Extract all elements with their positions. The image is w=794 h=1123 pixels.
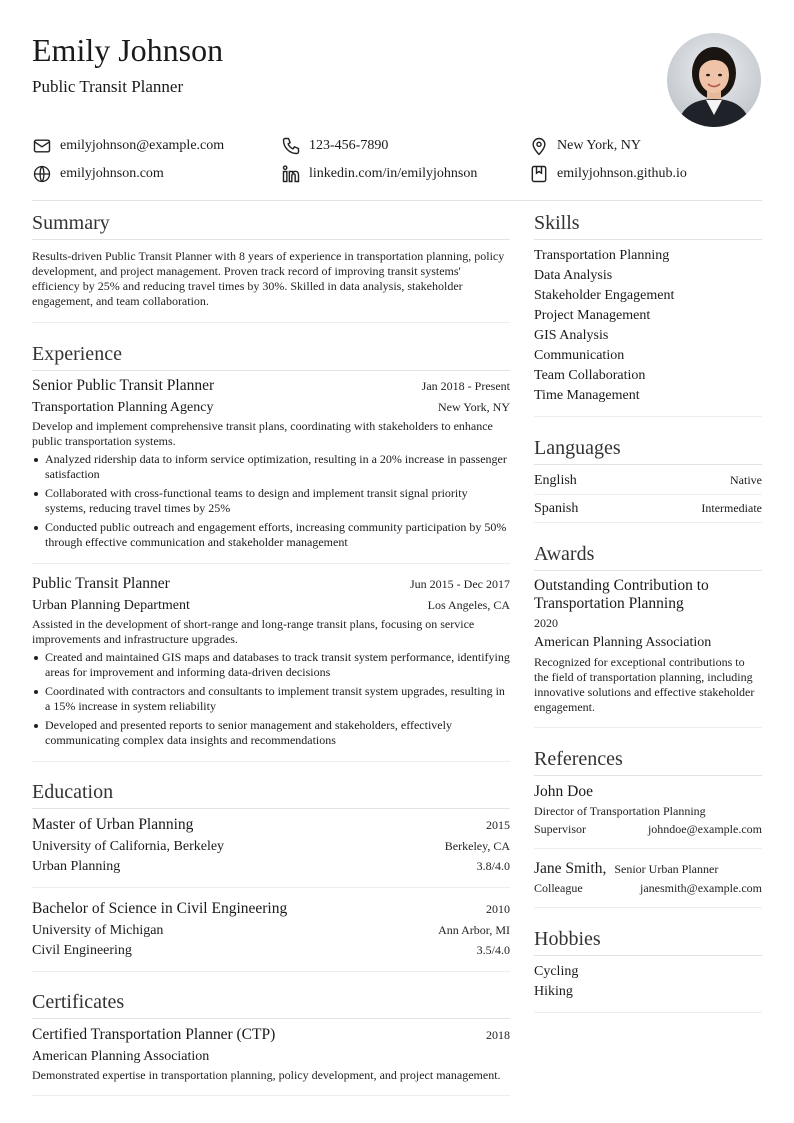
award-desc: Recognized for exceptional contributions to the field of transportation planning, including innovative solutions and effective stakeholder engagement. [534, 655, 755, 714]
certificate-org: American Planning Association [32, 1049, 210, 1064]
header-divider [32, 200, 762, 201]
language-row [534, 495, 762, 523]
edu-year: 2015 [486, 818, 510, 832]
award-title: Outstanding Contribution to Transportation Planning [534, 577, 709, 612]
certificates-heading: Certificates [32, 985, 510, 1019]
bookmark-icon [529, 164, 549, 184]
section-separator [534, 416, 762, 417]
list-item: Cycling [534, 964, 579, 979]
job-location: Los Angeles, CA [427, 598, 510, 612]
awards-section [534, 537, 762, 728]
languages-section [534, 431, 762, 523]
section-separator [32, 322, 510, 323]
job-dates: Jan 2018 - Present [421, 379, 510, 393]
mail-icon [32, 136, 52, 156]
language-name: Spanish [534, 500, 579, 516]
award-year: 2020 [534, 616, 558, 630]
education-heading: Education [32, 775, 510, 809]
list-item: GIS Analysis [534, 328, 609, 343]
linkedin-text[interactable]: linkedin.com/in/emilyjohnson [309, 166, 478, 181]
awards-heading: Awards [534, 537, 762, 571]
job-title: Senior Public Transit Planner [32, 377, 215, 394]
list-item: Project Management [534, 308, 651, 323]
language-name: English [534, 472, 577, 488]
edu-location: Berkeley, CA [444, 839, 510, 853]
job-desc: Develop and implement comprehensive transit plans, coordinating with stakeholders to enhance public transportation systems. [32, 419, 493, 448]
section-separator [534, 727, 762, 728]
linkedin-icon [281, 164, 301, 184]
job-dates: Jun 2015 - Dec 2017 [410, 577, 510, 591]
phone-text[interactable]: 123-456-7890 [309, 138, 389, 153]
reference-role: Senior Urban Planner [614, 862, 719, 876]
avatar [667, 33, 761, 127]
contact-email[interactable] [32, 132, 224, 160]
school: University of California, Berkeley [32, 839, 225, 854]
certificate-year: 2018 [486, 1028, 510, 1042]
list-item: Transportation Planning [534, 248, 670, 263]
language-level: Native [730, 473, 762, 487]
job-entry [32, 564, 510, 762]
field: Civil Engineering [32, 943, 132, 958]
skills-list [534, 240, 762, 416]
hobbies-section [534, 922, 762, 1013]
contact-location [529, 132, 641, 160]
reference-name: Jane Smith, [534, 860, 607, 877]
contact-phone[interactable] [281, 132, 388, 160]
reference-name: John Doe [534, 783, 593, 800]
list-item: Coordinated with contractors and consultants to implement transit system upgrades, resulting in a 15% increase in system reliability [45, 684, 510, 714]
list-item: Data Analysis [534, 268, 613, 283]
experience-heading: Experience [32, 337, 510, 371]
certificates-section [32, 985, 510, 1096]
reference-entry [534, 776, 762, 849]
hobbies-list [534, 956, 762, 1012]
summary-heading: Summary [32, 206, 510, 240]
reference-email[interactable]: janesmith@example.com [639, 881, 762, 895]
list-item: Stakeholder Engagement [534, 288, 675, 303]
contact-linkedin[interactable] [281, 160, 477, 188]
list-item: Developed and presented reports to senior management and stakeholders, effectively communicating complex data insights and recommendations [45, 718, 510, 748]
summary-section [32, 206, 510, 323]
job-entry [32, 371, 510, 564]
email-text[interactable]: emilyjohnson@example.com [60, 138, 225, 153]
job-org: Transportation Planning Agency [32, 400, 214, 415]
list-item: Team Collaboration [534, 368, 646, 383]
section-separator [32, 1095, 510, 1096]
contact-github[interactable] [529, 160, 687, 188]
job-location: New York, NY [437, 400, 510, 414]
left-column [32, 206, 510, 1096]
language-row [534, 467, 762, 495]
section-separator [32, 761, 510, 762]
school: University of Michigan [32, 923, 164, 938]
list-item: Created and maintained GIS maps and databases to track transit system performance, identifying areas for improvement and informing data-driven decisions [45, 650, 510, 679]
field: Urban Planning [32, 859, 121, 874]
job-bullets [32, 650, 510, 748]
job-title: Public Transit Planner [32, 575, 170, 592]
award-entry [534, 571, 762, 728]
edu-location: Ann Arbor, MI [438, 923, 510, 937]
experience-section [32, 337, 510, 762]
certificate-entry [32, 1019, 510, 1096]
list-item: Communication [534, 348, 625, 363]
website-text[interactable]: emilyjohnson.com [60, 166, 164, 181]
list-item: Collaborated with cross-functional teams to design and implement transit signal priority systems, reducing travel times by 25% [45, 486, 510, 516]
certificate-desc: Demonstrated expertise in transportation planning, policy development, and project management. [32, 1068, 501, 1082]
globe-icon [32, 164, 52, 184]
language-level: Intermediate [701, 501, 762, 515]
reference-role: Director of Transportation Planning [534, 804, 706, 818]
section-separator [534, 1012, 762, 1013]
resume-page [32, 0, 762, 1123]
location-pin-icon [529, 136, 549, 156]
job-desc: Assisted in the development of short-range and long-range transit plans, focusing on service improvements and infrastructure upgrades. [32, 617, 475, 646]
job-org: Urban Planning Department [32, 598, 190, 613]
section-separator [534, 907, 762, 908]
skills-heading: Skills [534, 206, 762, 240]
list-item: Time Management [534, 388, 640, 403]
phone-icon [281, 136, 301, 156]
edu-year: 2010 [486, 902, 510, 916]
languages-heading: Languages [534, 431, 762, 465]
award-org: American Planning Association [534, 635, 712, 650]
right-column [534, 206, 762, 1013]
reference-relation: Colleague [534, 881, 583, 895]
references-heading: References [534, 742, 762, 776]
candidate-title: Public Transit Planner [32, 77, 184, 96]
summary-text: Results-driven Public Transit Planner with 8 years of experience in transportation planning, policy development, and project management. Proven track record of improving transit systems' efficiency by 25% and reducing travel times by 30%. Skilled in data analysis, stakeholder engagement, and team collaboration. [32, 249, 505, 308]
education-section [32, 775, 510, 972]
location-text: New York, NY [557, 138, 642, 153]
list-item: Conducted public outreach and engagement efforts, increasing community participation by 50% through effective communication and stakeholder management [45, 520, 510, 550]
reference-email[interactable]: johndoe@example.com [647, 822, 762, 836]
gpa: 3.5/4.0 [476, 943, 510, 957]
reference-entry [534, 849, 762, 908]
section-separator [32, 971, 510, 972]
github-text[interactable]: emilyjohnson.github.io [557, 166, 687, 181]
education-entry [32, 888, 510, 972]
list-item: Analyzed ridership data to inform service optimization, resulting in a 20% increase in passenger satisfaction [45, 452, 510, 482]
job-bullets [32, 452, 510, 550]
references-section [534, 742, 762, 908]
list-item: Hiking [534, 984, 573, 999]
hobbies-heading: Hobbies [534, 922, 762, 956]
degree: Master of Urban Planning [32, 816, 194, 833]
reference-relation: Supervisor [534, 822, 586, 836]
skills-section [534, 206, 762, 417]
candidate-name: Emily Johnson [32, 32, 224, 68]
certificate-name: Certified Transportation Planner (CTP) [32, 1026, 276, 1043]
gpa: 3.8/4.0 [476, 859, 510, 873]
contact-website[interactable] [32, 160, 164, 188]
degree: Bachelor of Science in Civil Engineering [32, 900, 288, 917]
education-entry [32, 809, 510, 888]
